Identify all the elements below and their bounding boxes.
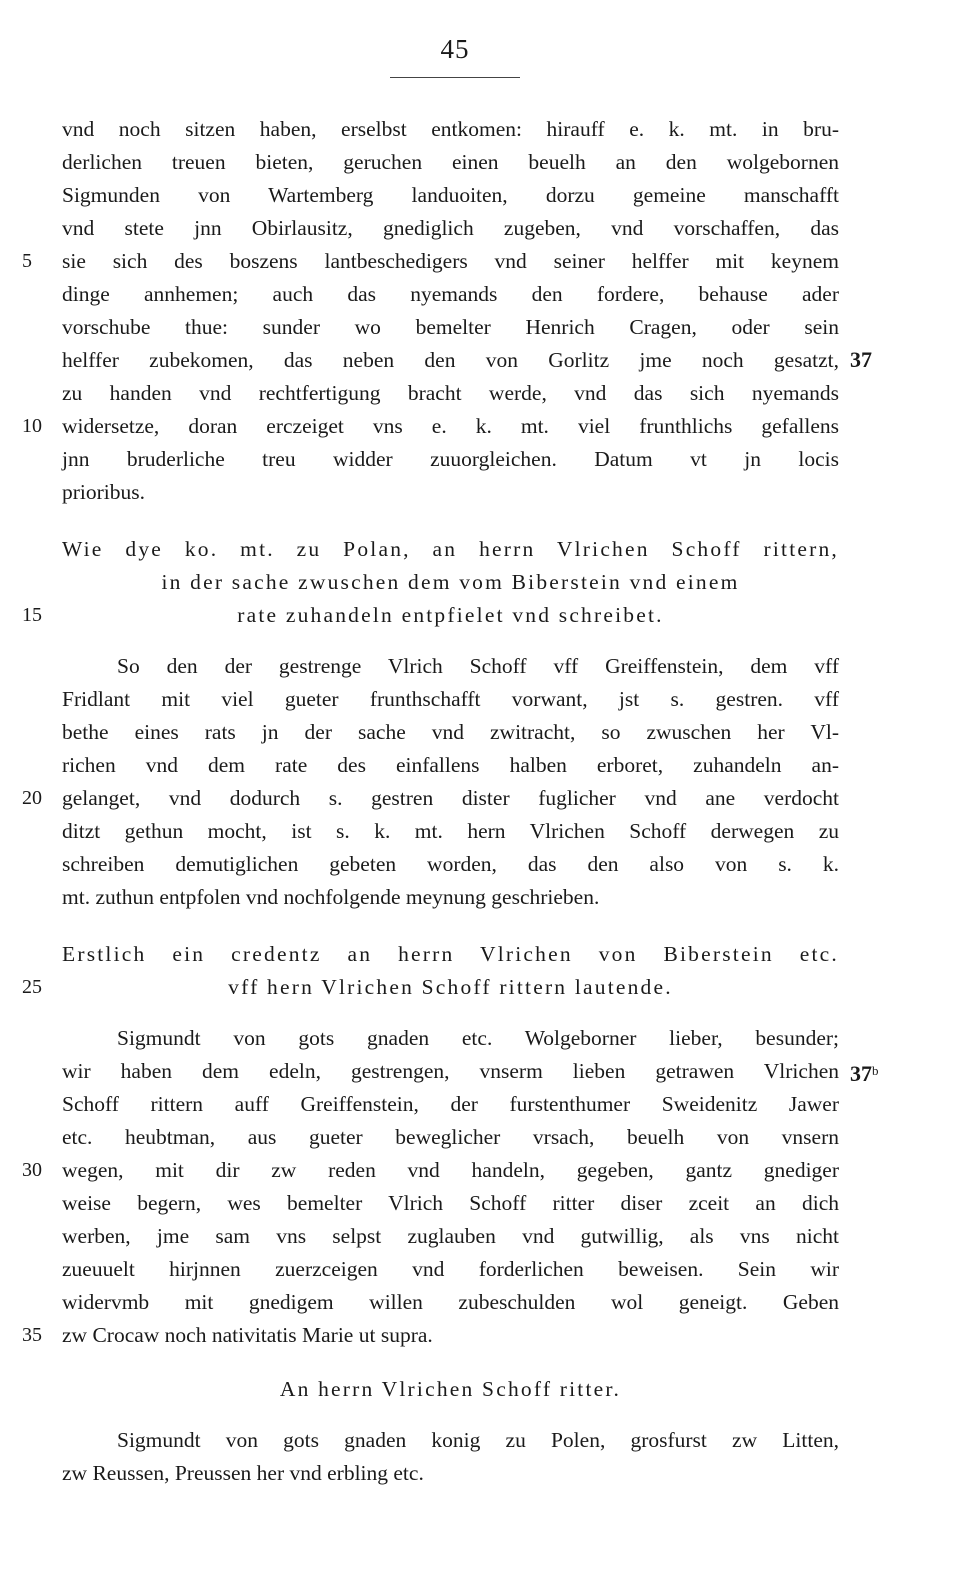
text-line: ditzt gethun mocht, ist s. k. mt. hern Vlrichen Schoff derwegen zu xyxy=(62,819,839,843)
text-line: zueuuelt hirjnnen zuerzceigen vnd forderlichen beweisen. Sein wir xyxy=(62,1257,839,1281)
page-number: 45 xyxy=(440,34,470,64)
text-line: mt. zuthun entpfolen vnd nochfolgende meynung geschrieben. xyxy=(62,885,600,909)
text-line: zu handen vnd rechtfertigung bracht werde, vnd das sich nyemands xyxy=(62,381,839,405)
folio-number: 37 xyxy=(850,1061,872,1086)
line-number: 15 xyxy=(22,604,42,626)
text-line: An herrn Vlrichen Schoff ritter. xyxy=(279,1377,622,1401)
text-line: helffer zubekomen, das neben den von Gorlitz jme noch gesatzt, xyxy=(62,348,839,372)
text-line: Sigmunden von Wartemberg landuoiten, dorzu gemeine manschafft xyxy=(62,183,839,207)
text-line: widersetze, doran erczeiget vns e. k. mt. viel frunthlichs gefallens xyxy=(62,414,839,438)
line-number: 30 xyxy=(22,1159,42,1181)
line-number: 10 xyxy=(22,415,42,437)
line-number: 5 xyxy=(22,250,32,272)
line-number: 25 xyxy=(22,976,42,998)
text-line: gelanget, vnd dodurch s. gestren dister fuglicher vnd ane verdocht xyxy=(62,786,839,810)
text-line: zw Reussen, Preussen her vnd erbling etc. xyxy=(62,1461,424,1485)
text-line: derlichen treuen bieten, geruchen einen beuelh an den wolgebornen xyxy=(62,150,839,174)
text-line: dinge annhemen; auch das nyemands den fordere, behause ader xyxy=(62,282,839,306)
text-line: vnd stete jnn Obirlausitz, gnediglich zugeben, vnd vorschaffen, das xyxy=(62,216,839,240)
text-line: etc. heubtman, aus gueter beweglicher vrsach, beuelh von vnsern xyxy=(62,1125,839,1149)
text-line: rate zuhandeln entpfielet vnd schreibet. xyxy=(237,603,664,627)
text-line: vff hern Vlrichen Schoff rittern lautende. xyxy=(228,975,673,999)
line-number: 35 xyxy=(22,1324,42,1346)
text-line: zw Crocaw noch nativitatis Marie ut supra. xyxy=(62,1323,433,1347)
text-line: richen vnd dem rate des einfallens halben erboret, zuhandeln an- xyxy=(62,753,839,777)
folio-number: 37 xyxy=(850,347,872,372)
text-line: So den der gestrenge Vlrich Schoff vff Greiffenstein, dem vff xyxy=(117,654,839,678)
text-line: in der sache zwuschen dem vom Biberstein vnd einem xyxy=(161,570,740,594)
text-line: Schoff rittern auff Greiffenstein, der furstenthumer Sweidenitz Jawer xyxy=(62,1092,839,1116)
text-line: vorschube thue: sunder wo bemelter Henrich Cragen, oder sein xyxy=(62,315,839,339)
text-line: wegen, mit dir zw reden vnd handeln, gegeben, gantz gnediger xyxy=(62,1158,839,1182)
text-line: Fridlant mit viel gueter frunthschafft vorwant, jst s. gestren. vff xyxy=(62,687,839,711)
folio-suffix: b xyxy=(872,1063,879,1078)
margin-folio-reference xyxy=(850,345,872,375)
line-number: 20 xyxy=(22,787,42,809)
text-line: widervmb mit gnedigem willen zubeschulden wol geneigt. Geben xyxy=(62,1290,839,1314)
text-line: vnd noch sitzen haben, erselbst entkomen: hirauff e. k. mt. in bru- xyxy=(62,117,839,141)
text-line: Wie dye ko. mt. zu Polan, an herrn Vlrichen Schoff rittern, xyxy=(62,537,839,561)
text-line: Sigmundt von gots gnaden konig zu Polen, grosfurst zw Litten, xyxy=(117,1428,839,1452)
text-line: weise begern, wes bemelter Vlrich Schoff ritter diser zceit an dich xyxy=(62,1191,839,1215)
text-line: werben, jme sam vns selpst zuglauben vnd gutwillig, als vns nicht xyxy=(62,1224,839,1248)
text-line: Sigmundt von gots gnaden etc. Wolgeborner lieber, besunder; xyxy=(117,1026,839,1050)
margin-folio-reference xyxy=(850,1056,879,1089)
text-line: wir haben dem edeln, gestrengen, vnserm lieben getrawen Vlrichen xyxy=(62,1059,839,1083)
text-line: sie sich des boszens lantbeschedigers vnd seiner helffer mit keynem xyxy=(62,249,839,273)
text-line: jnn bruderliche treu widder zuuorgleichen. Datum vt jn locis xyxy=(62,447,839,471)
text-line: bethe eines rats jn der sache vnd zwitracht, so zwuschen her Vl- xyxy=(62,720,839,744)
text-line: prioribus. xyxy=(62,480,146,504)
text-line: schreiben demutiglichen gebeten worden, das den also von s. k. xyxy=(62,852,839,876)
header-rule xyxy=(390,77,520,78)
text-line: Erstlich ein credentz an herrn Vlrichen von Biberstein etc. xyxy=(62,942,839,966)
